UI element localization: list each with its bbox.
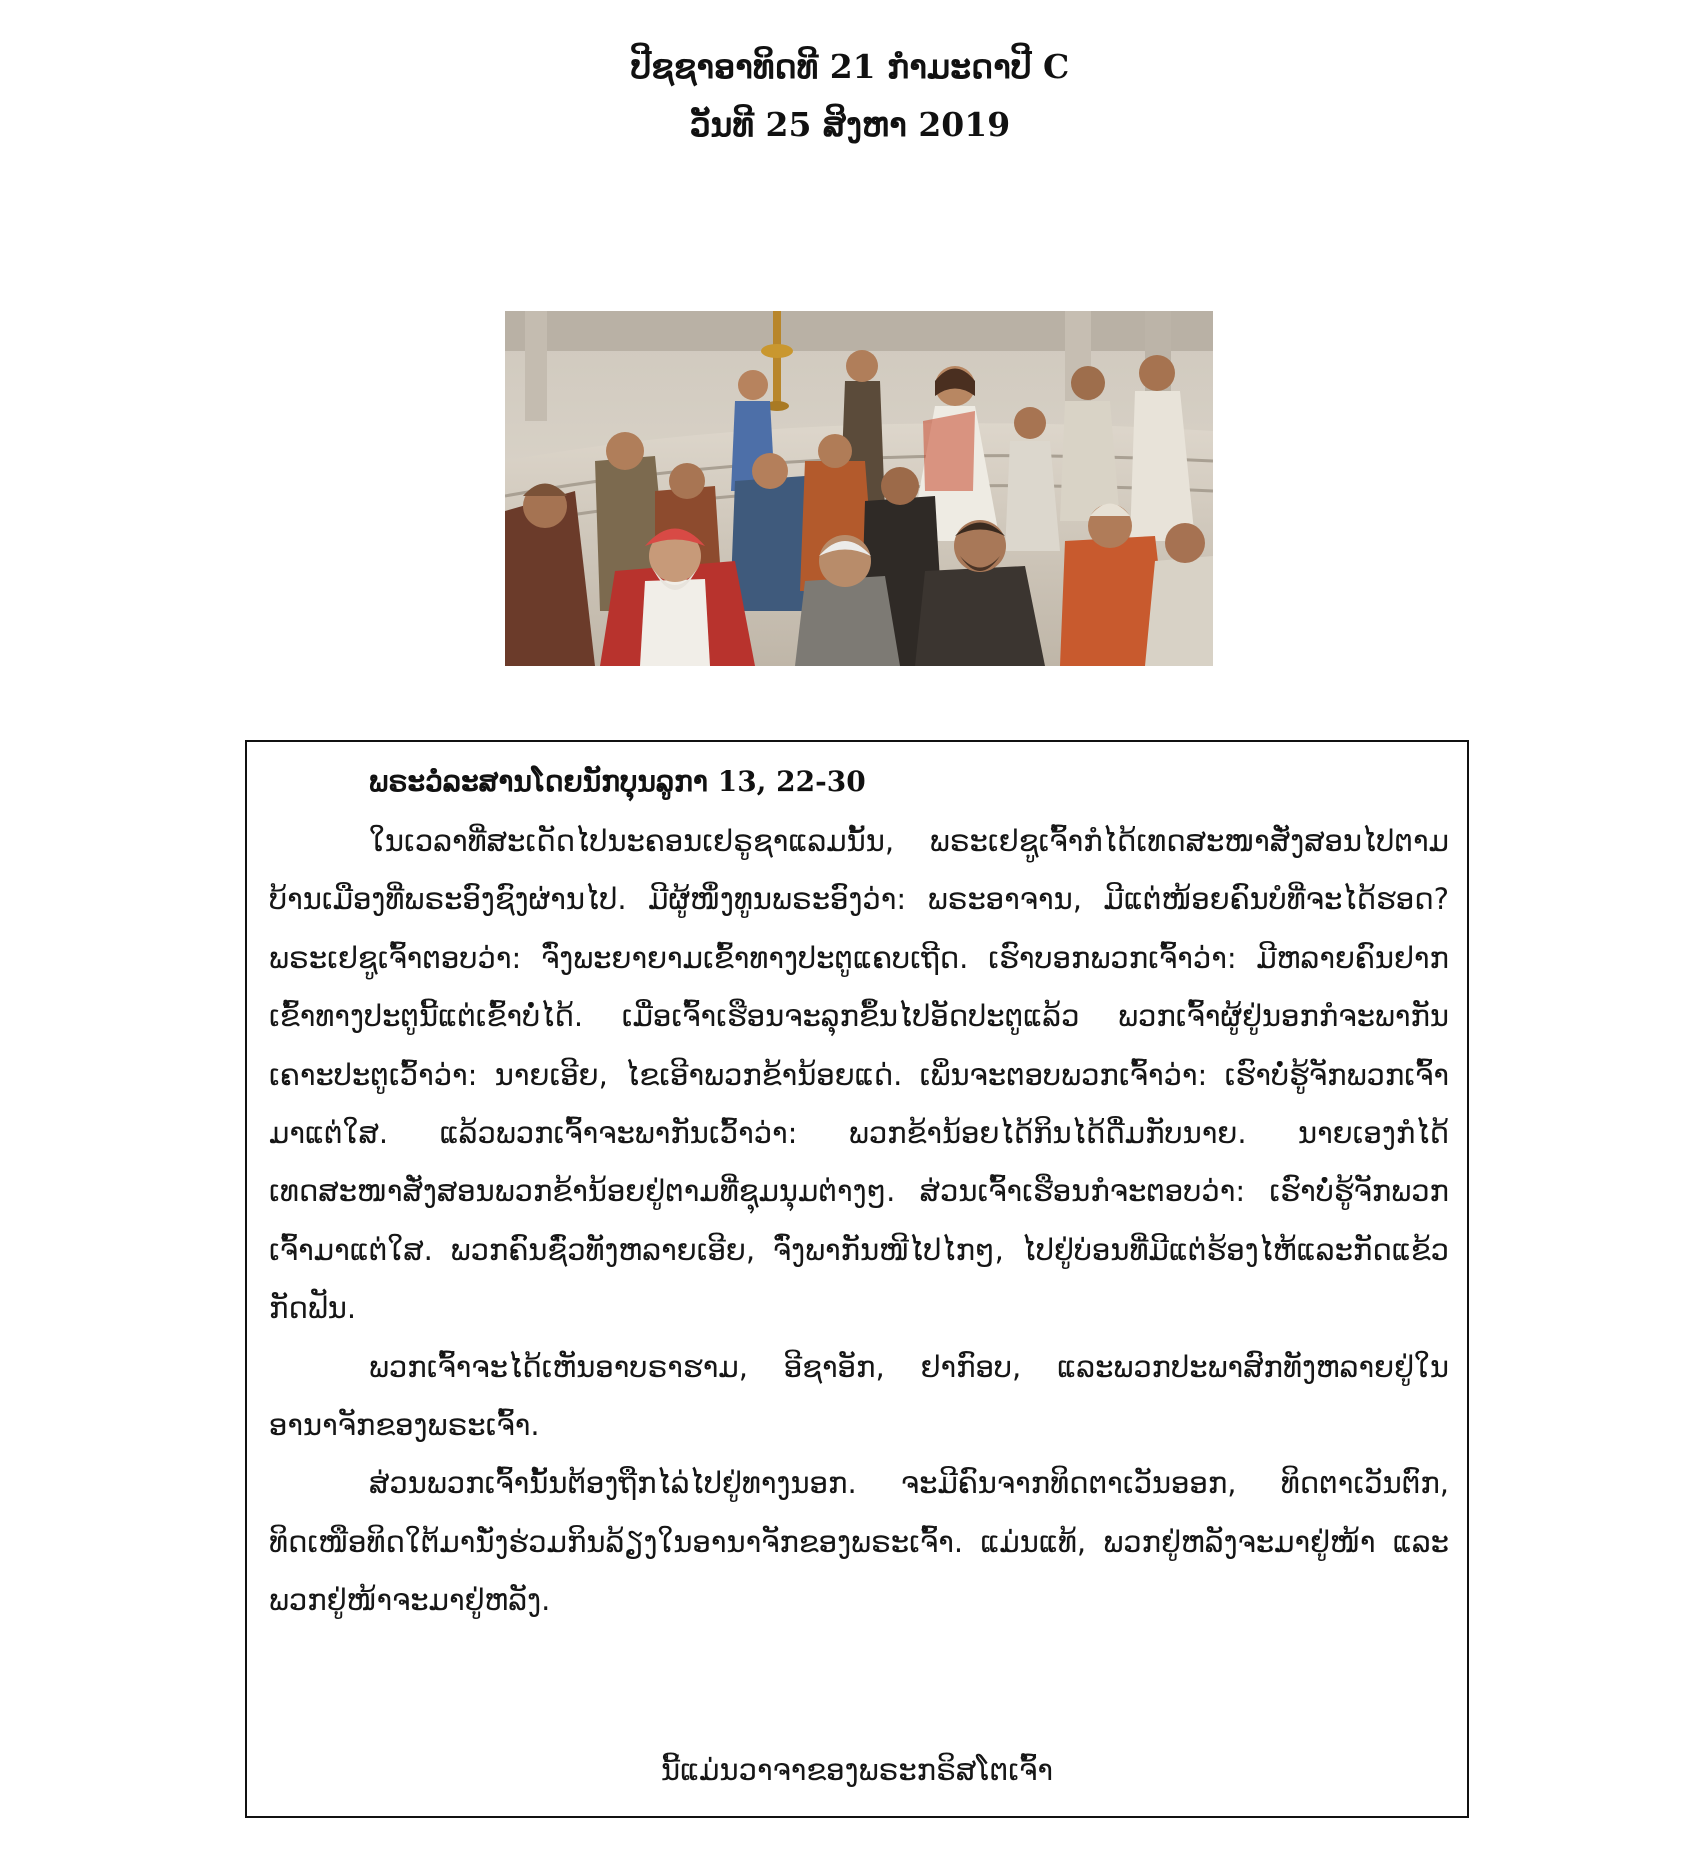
gospel-reading-box bbox=[245, 740, 1469, 1818]
reading-paragraph: ພວກເຈົ້າຈະໄດ້ເຫັນອາບຣາຮາມ, ອີຊາອັກ, ຢາກົອບ, ແລະພວກປະພາສົກທັງຫລາຍຢູ່ໃນອານາຈັກຂອງພຣະເຈົ້າ. bbox=[269, 1349, 1449, 1443]
reading-title: ພຣະວໍລະສານໂດຍນັກບຸນລູກາ 13, 22-30 bbox=[369, 765, 866, 798]
gospel-illustration bbox=[505, 311, 1213, 666]
gospel-teaching-painting-image bbox=[505, 311, 1213, 666]
page-date: ວັນທີ 25 ສິງຫາ 2019 bbox=[689, 105, 1011, 144]
reading-paragraph: ສ່ວນພວກເຈົ້ານັ້ນຕ້ອງຖືກໄລ່ໄປຢູ່ທາງນອກ. ຈະມີຄົນຈາກທິດຕາເວັນອອກ, ທິດຕາເວັນຕົກ, ທິດເໜືອທິດໃຕ້ມານັ່ງຮ່ວມກິນລ້ຽງໃນອານາຈັກຂອງພຣະເຈົ້າ. ແມ່ນແທ້, ພວກຢູ່ຫລັງຈະມາຢູ່ໜ້າ ແລະພວກຢູ່ໜ້າຈະມາຢູ່ຫລັງ. bbox=[269, 1466, 1449, 1618]
reading-body bbox=[269, 812, 1449, 1630]
reading-closing-acclamation: ນີ້ແມ່ນວາຈາຂອງພຣະກຣິສໂຕເຈົ້າ bbox=[661, 1753, 1053, 1787]
page-header bbox=[0, 38, 1700, 154]
page-title: ປີຊຊາອາທິດທີ 21 ກຳມະດາປີ C bbox=[630, 47, 1070, 86]
reading-paragraph: ໃນເວລາທີ່ສະເດັດໄປນະຄອນເຢຣູຊາແລມນັ້ນ, ພຣະເຢຊູເຈົ້າກໍໄດ້ເທດສະໜາສັ່ງສອນໄປຕາມບ້ານເມືອງທີ່ພຣະອົງຊົງຜ່ານໄປ. ມີຜູ້ໜຶ່ງທູນພຣະອົງວ່າ: ພຣະອາຈານ, ມີແຕ່ໜ້ອຍຄົນບໍທີ່ຈະໄດ້ຮອດ? ພຣະເຢຊູເຈົ້າຕອບວ່າ: ຈົ່ງພະຍາຍາມເຂົ້າທາງປະຕູແຄບເຖີດ. ເຮົາບອກພວກເຈົ້າວ່າ: ມີຫລາຍຄົນຢາກເຂົ້າທາງປະຕູນີ້ແຕ່ເຂົ້າບໍ່ໄດ້. ເມື່ອເຈົ້າເຮືອນຈະລຸກຂຶ້ນໄປອັດປະຕູແລ້ວ ພວກເຈົ້າຜູ້ຢູ່ນອກກໍຈະພາກັນເຄາະປະຕູເວົ້າວ່າ: ນາຍເອີຍ, ໄຂເອີາພວກຂ້ານ້ອຍແດ່. ເພິ່ນຈະຕອບພວກເຈົ້າວ່າ: ເຮົາບໍ່ຮູ້ຈັກພວກເຈົ້າມາແຕ່ໃສ. ແລ້ວພວກເຈົ້າຈະພາກັນເວົ້າວ່າ: ພວກຂ້ານ້ອຍໄດ້ກິນໄດ້ດື່ມກັບນາຍ. ນາຍເອງກໍໄດ້ເທດສະໜາສັ່ງສອນພວກຂ້ານ້ອຍຢູ່ຕາມທີ່ຊຸມນຸມຕ່າງໆ. ສ່ວນເຈົ້າເຮືອນກໍຈະຕອບວ່າ: ເຮົາບໍ່ຮູ້ຈັກພວກເຈົ້າມາແຕ່ໃສ. ພວກຄົນຊົ່ວທັງຫລາຍເອີຍ, ຈົ່ງພາກັນໜີໄປໄກໆ, ໄປຢູ່ບ່ອນທີ່ມີແຕ່ຮ້ອງໄຫ້ແລະກັດແຂ້ວກັດຟັນ. bbox=[269, 824, 1449, 1326]
